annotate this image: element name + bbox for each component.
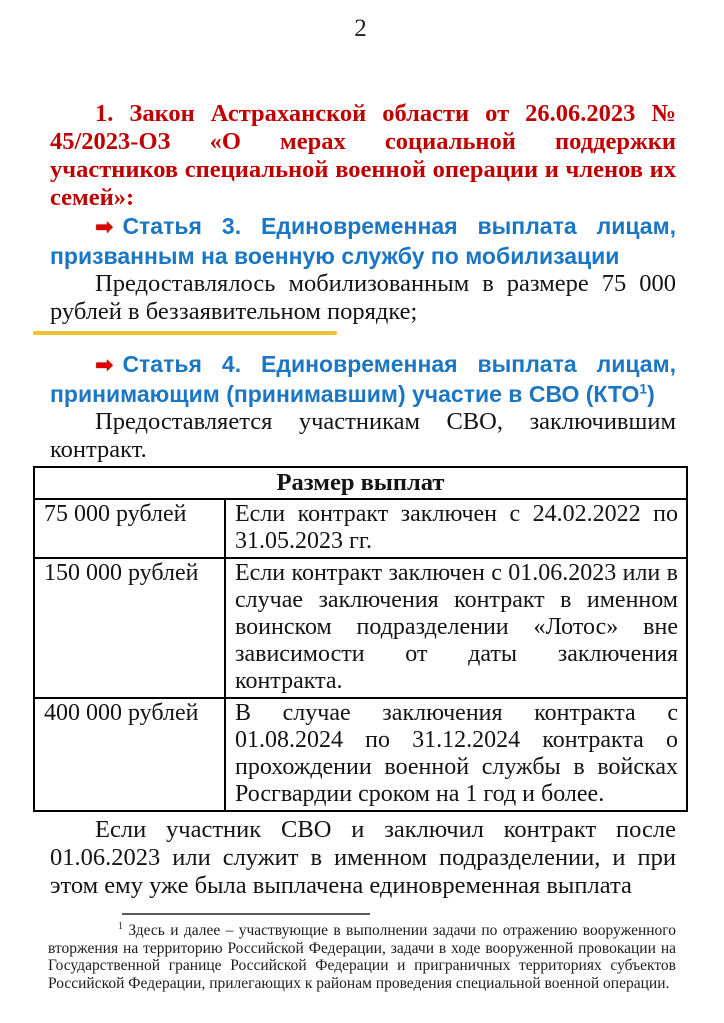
table-row xyxy=(34,499,687,558)
payment-condition: Если контракт заключен с 01.06.2023 или в случае заключения контракт в именном воинском подразделении «Лотос» вне зависимости от даты заключения контракта. xyxy=(225,558,687,698)
article-3-body: Предоставлялось мобилизованным в размере 75 000 рублей в беззаявительном порядке; xyxy=(50,270,676,325)
footnote-separator xyxy=(122,913,370,915)
payment-condition: Если контракт заключен с 24.02.2022 по 31.05.2023 гг. xyxy=(225,499,687,558)
article-4-title-close: ) xyxy=(647,381,655,407)
article-3-heading xyxy=(50,212,676,270)
article-4-title-text: Статья 4. Единовременная выплата лицам, принимающим (принимавшим) участие в СВО (КТО xyxy=(50,351,676,407)
page-number: 2 xyxy=(354,15,367,42)
closing-paragraph: Если участник СВО и заключил контракт после 01.06.2023 или служит в именном подразделении, и при этом ему уже была выплачена единовременная выплата xyxy=(50,816,676,899)
payment-amount: 75 000 рублей xyxy=(34,499,225,558)
article-4-heading xyxy=(50,350,676,408)
yellow-divider xyxy=(33,331,337,335)
red-arrow-icon: ➡ xyxy=(95,215,114,240)
red-arrow-icon: ➡ xyxy=(95,353,114,378)
payments-table xyxy=(33,466,688,812)
footnote-text: Здесь и далее – участвующие в выполнении задачи по отражению вооруженного вторжения на территорию Российской Федерации, задачи в ходе вооруженной провокации на Государственной границе Российской Федерации и приграничных территориях субъектов Российской Федерации, прилегающих к районам проведения специальной военной операции. xyxy=(48,922,677,992)
table-row xyxy=(34,698,687,811)
payment-amount: 150 000 рублей xyxy=(34,558,225,698)
article-4-footnote-ref: 1 xyxy=(639,381,648,397)
table-header: Размер выплат xyxy=(34,467,687,499)
footnote xyxy=(48,922,676,992)
footnote-marker: 1 xyxy=(118,920,124,932)
table-header-row xyxy=(34,467,687,499)
article-4-body: Предоставляется участникам СВО, заключившим контракт. xyxy=(50,408,676,463)
article-3-title-text: Статья 3. Единовременная выплата лицам, призванным на военную службу по мобилизации xyxy=(50,213,676,269)
table-row xyxy=(34,558,687,698)
law-title: 1. Закон Астраханской области от 26.06.2023 № 45/2023-ОЗ «О мерах социальной поддержки участников специальной военной операции и членов их семей»: xyxy=(50,100,676,211)
payment-amount: 400 000 рублей xyxy=(34,698,225,811)
payment-condition: В случае заключения контракта с 01.08.2024 по 31.12.2024 контракта о прохождении военной службы в войсках Росгвардии сроком на 1 год и более. xyxy=(225,698,687,811)
